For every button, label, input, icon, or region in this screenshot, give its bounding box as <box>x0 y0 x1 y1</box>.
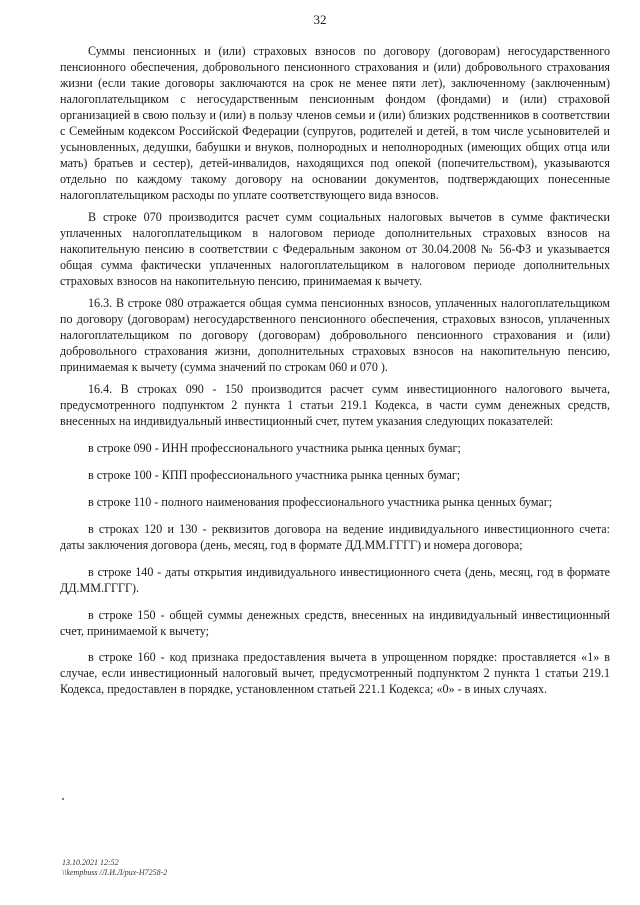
paragraph-line-070: В строке 070 производится расчет сумм социальных налоговых вычетов в сумме фактически уплаченных налогоплательщиком в налоговом периоде дополнительных страховых взносов на накопительную пенсию в соответствии с Федеральным законом от 30.04.2008 № 56-ФЗ и указывается общая сумма фактически уплаченных налогоплательщиком в налоговом периоде дополнительных страховых взносов на накопительную пенсию, принимаемая к вычету. <box>60 210 610 288</box>
paragraph-16-3-line-080: 16.3. В строке 080 отражается общая сумма пенсионных взносов, уплаченных налогоплательщиком по договору (договорам) негосударственного пенсионного обеспечения, страховых взносов, уплаченных налогоплательщиком по договору (договорам) добровольного пенсионного страхования и (или) добровольного страхования жизни, дополнительных страховых взносов на накопительную пенсию, принимаемая к вычету (сумма значений по строкам 060 и 070 ). <box>60 296 610 374</box>
footer-timestamp: 13.10.2021 12:52 <box>62 858 119 867</box>
scan-speck <box>62 798 64 800</box>
paragraph-16-4-lines-090-150: 16.4. В строках 090 - 150 производится расчет сумм инвестиционного налогового вычета, предусмотренного подпунктом 2 пункта 1 статьи 219.1 Кодекса, в части сумм денежных средств, внесенных на индивидуальный инвестиционный счет, путем указания следующих показателей: <box>60 382 610 428</box>
paragraph-lines-120-130: в строках 120 и 130 - реквизитов договора на ведение индивидуального инвестиционного счета: даты заключения договора (день, месяц, год в формате ДД.ММ.ГГГГ) и номера договора; <box>60 522 610 552</box>
document-body <box>60 43 610 697</box>
paragraph-line-100: в строке 100 - КПП профессионального участника рынка ценных бумаг; <box>88 468 461 482</box>
footer-reference: \\kempbuss /Л.И.Л/рих-Н7258-2 <box>62 868 168 877</box>
paragraph-line-140: в строке 140 - даты открытия индивидуального инвестиционного счета (день, месяц, год в формате ДД.ММ.ГГГГ). <box>60 565 610 595</box>
paragraph-pension-contributions: Суммы пенсионных и (или) страховых взносов по договору (договорам) негосударственного пенсионного обеспечения, добровольного пенсионного страхования и (или) добровольного страхования жизни (если такие договоры заключаются на срок не менее пяти лет), заключенному (заключенным) налогоплательщиком с негосударственным пенсионным фондом (фондами) и (или) страховой организацией в свою пользу и (или) в пользу членов семьи и (или) близких родственников в соответствии с Семейным кодексом Российской Федерации (супругов, родителей и детей, в том числе усыновителей и усыновленных, дедушки, бабушки и внуков, полнородных и неполнородных (имеющих общих отца или мать) братьев и сестер), детей-инвалидов, находящихся под опекой (попечительством), указываются отдельно по каждому такому договору на основании документов, подтверждающих понесенные налогоплательщиком расходы по уплате соответствующего вида взносов. <box>60 44 610 202</box>
document-footer <box>62 858 167 878</box>
page-number: 32 <box>313 12 327 27</box>
paragraph-line-160: в строке 160 - код признака предоставления вычета в упрощенном порядке: проставляется «1» в случае, если инвестиционный налоговый вычет, предусмотренный подпунктом 2 пункта 1 статьи 219.1 Кодекса, предоставлен в порядке, установленном статьей 221.1 Кодекса; «0» - в иных случаях. <box>60 650 610 696</box>
paragraph-line-110: в строке 110 - полного наименования профессионального участника рынка ценных бумаг; <box>88 495 553 509</box>
paragraph-line-150: в строке 150 - общей суммы денежных средств, внесенных на индивидуальный инвестиционный счет, принимаемой к вычету; <box>60 608 610 638</box>
paragraph-line-090: в строке 090 - ИНН профессионального участника рынка ценных бумаг; <box>88 441 461 455</box>
